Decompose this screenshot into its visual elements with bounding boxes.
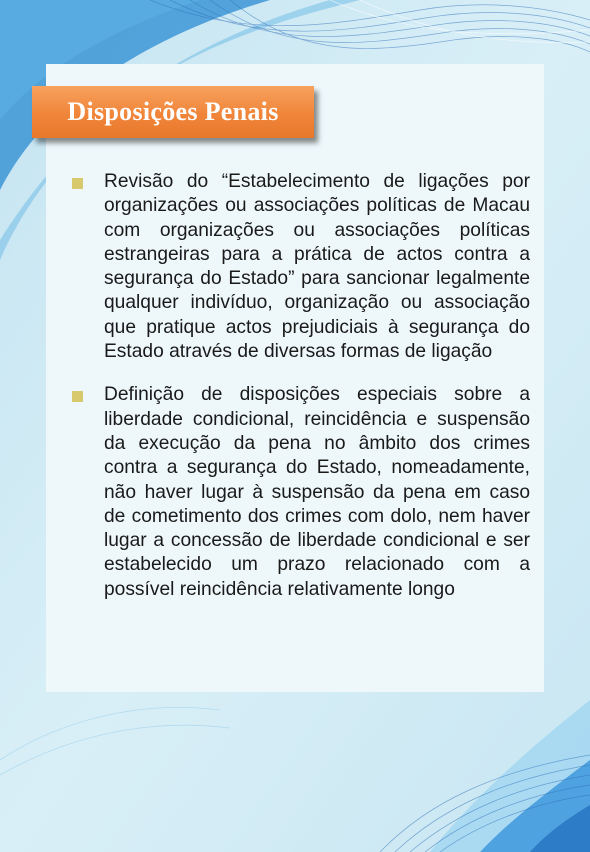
- section-title-box: [32, 86, 314, 138]
- square-bullet-icon: [72, 178, 83, 189]
- section-title: Disposições Penais: [67, 97, 279, 126]
- list-item: [72, 170, 530, 364]
- square-bullet-icon: [72, 391, 83, 402]
- list-item: [72, 383, 530, 602]
- list-item-text: Revisão do “Estabelecimento de ligações por organizações ou associações políticas de Macau com organizações ou associações políticas estrangeiras para a prática de actos contra a segurança do Estado” para sancionar legalmente qualquer indivíduo, organização ou associação que pratique actos prejudiciais à segurança do Estado através de diversas formas de ligação: [104, 171, 530, 363]
- list-item-text: Definição de disposições especiais sobre a liberdade condicional, reincidência e suspensão da execução da pena no âmbito dos crimes contra a segurança do Estado, nomeadamente, não haver lugar à suspensão da pena em caso de cometimento dos crimes com dolo, nem haver lugar a concessão de liberdade condicional e ser estabelecido um prazo relacionado com a possível reincidência relativamente longo: [104, 384, 530, 600]
- bullet-list: [72, 170, 530, 621]
